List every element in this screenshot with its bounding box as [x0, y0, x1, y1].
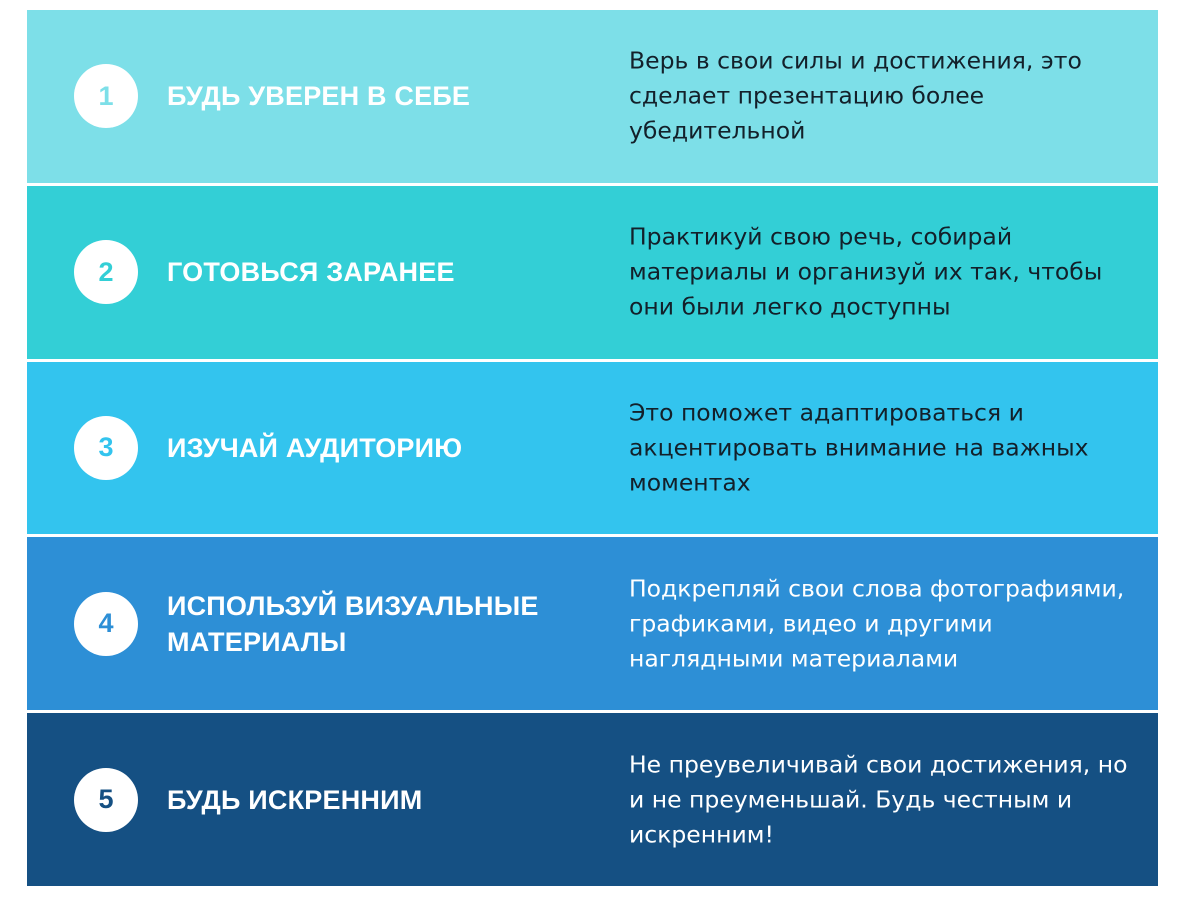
tip-row-3 [27, 362, 1158, 535]
tip-title: БУДЬ ИСКРЕННИМ [167, 784, 423, 815]
tip-number-badge: 2 [74, 240, 138, 304]
tip-row-5 [27, 713, 1158, 886]
tip-title: ИЗУЧАЙ АУДИТОРИЮ [167, 432, 463, 463]
tip-number-badge: 4 [74, 592, 138, 656]
tip-description: Подкрепляй свои слова фотографиями, графиками, видео и другими наглядными материалами [629, 574, 1125, 673]
tip-row-2 [27, 186, 1158, 359]
tip-title: ГОТОВЬСЯ ЗАРАНЕЕ [167, 257, 455, 288]
tip-description: Это поможет адаптироваться и акцентировать внимание на важных моментах [629, 398, 1089, 497]
tip-number-badge: 5 [74, 768, 138, 832]
tip-description: Практикуй свою речь, собирай материалы и организуй их так, чтобы они были легко доступны [629, 222, 1103, 321]
tip-row-1 [27, 10, 1158, 183]
tip-number-badge: 3 [74, 416, 138, 480]
tip-title: БУДЬ УВЕРЕН В СЕБЕ [167, 81, 471, 112]
tip-description: Не преувеличивай свои достижения, но и не преуменьшай. Будь честным и искренним! [629, 750, 1128, 849]
tips-board [27, 10, 1158, 886]
tip-number-badge: 1 [74, 64, 138, 128]
tip-description: Верь в свои силы и достижения, это сделает презентацию более убедительной [629, 46, 1082, 145]
tip-row-4 [27, 537, 1158, 710]
tip-title: ИСПОЛЬЗУЙ ВИЗУАЛЬНЫЕ МАТЕРИАЛЫ [167, 590, 539, 657]
